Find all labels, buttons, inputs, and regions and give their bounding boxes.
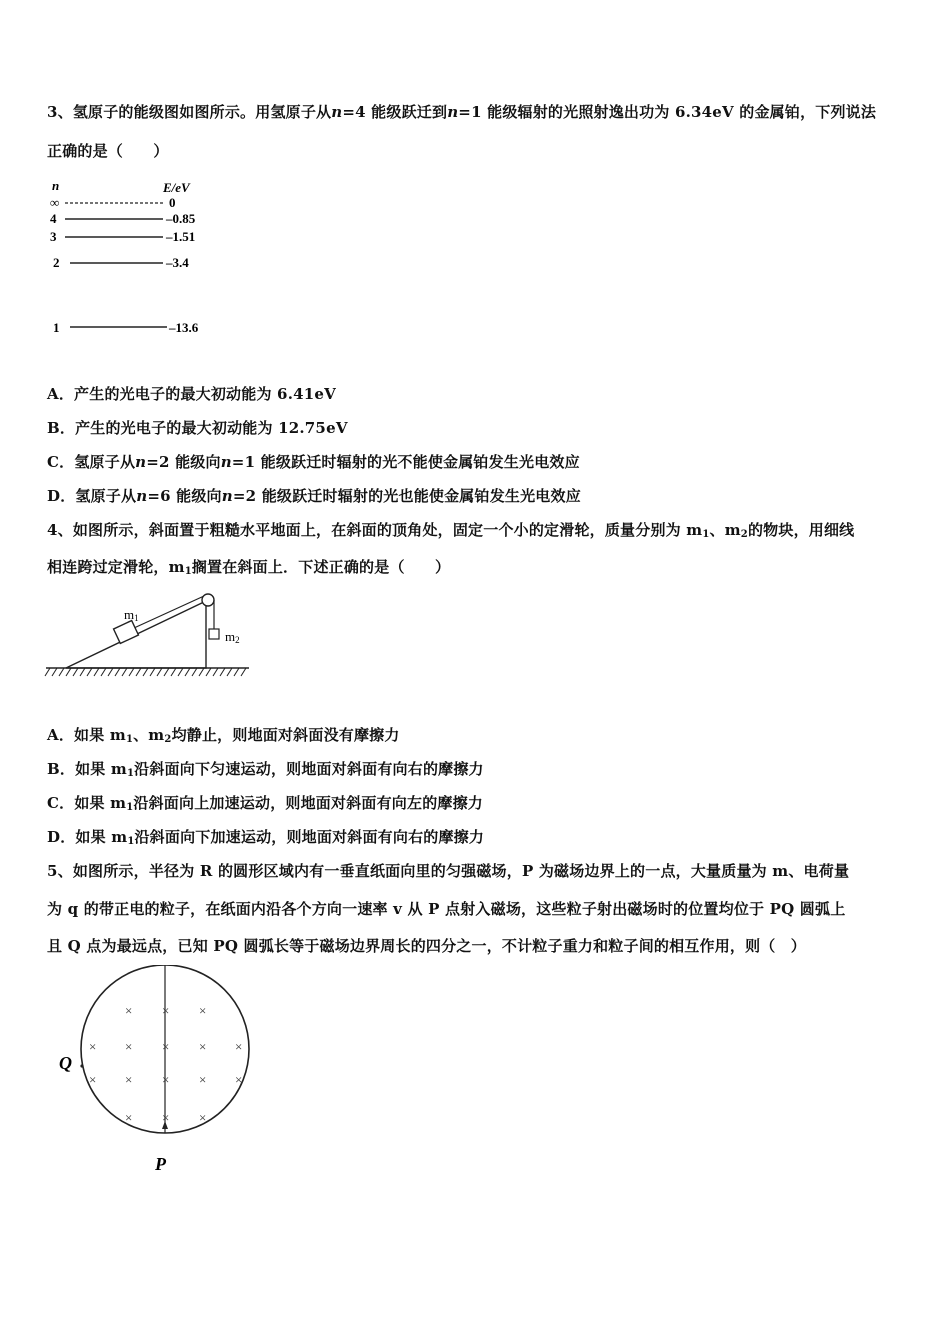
svg-text:×: × — [162, 1003, 170, 1018]
q5-stem-line2: 为 q 的带正电的粒子，在纸面内沿各个方向一速率 v 从 P 点射入磁场，这些粒子射出磁场时的位置均位于 PQ 圆弧上 — [47, 900, 846, 918]
block-m2 — [209, 629, 219, 639]
q3-option-d: D．氢原子从n=6 能级向n=2 能级跃迁时辐射的光也能使金属铂发生光电效应 — [47, 487, 581, 505]
svg-text:×: × — [199, 1072, 207, 1087]
svg-text:×: × — [162, 1072, 170, 1087]
q4-option-b: B．如果 $m_1$沿斜面向下匀速运动，则地面对斜面有向右的摩擦力 — [47, 760, 484, 779]
level-n-1: 1 — [53, 320, 60, 335]
pulley — [202, 594, 214, 606]
energy-level-diagram — [45, 176, 225, 346]
svg-text:×: × — [89, 1072, 97, 1087]
level-e-2: –3.4 — [166, 255, 189, 270]
q3-option-a: A．产生的光电子的最大初动能为 6.41eV — [47, 385, 336, 403]
energy-axis-label: E/eV — [163, 180, 190, 195]
magnetic-field-circle-diagram — [52, 965, 262, 1175]
point-q-dot — [80, 1064, 83, 1067]
level-e-3: –1.51 — [166, 229, 196, 244]
svg-text:×: × — [235, 1072, 243, 1087]
point-p-label: P — [155, 1154, 166, 1174]
level-n-4: 4 — [50, 211, 57, 226]
q5-stem-line3: 且 Q 点为最远点，已知 PQ 圆弧长等于磁场边界周长的四分之一，不计粒子重力和粒子间的相互作用，则（ ） — [47, 937, 806, 955]
n-axis-label: n — [52, 178, 60, 193]
level-n-inf: ∞ — [50, 195, 60, 210]
string-incline — [134, 596, 204, 628]
q4-stem-line1: 4、如图所示，斜面置于粗糙水平地面上，在斜面的顶角处，固定一个小的定滑轮，质量分别为 $m_1$、$m_2$的物块，用细线 — [47, 521, 855, 540]
svg-text:×: × — [89, 1039, 97, 1054]
level-e-4: –0.85 — [166, 211, 196, 226]
svg-text:×: × — [125, 1039, 133, 1054]
point-q-label: Q — [59, 1053, 72, 1073]
q3-option-b: B．产生的光电子的最大初动能为 12.75eV — [47, 419, 348, 437]
m2-label: m2 — [225, 629, 240, 645]
svg-text:×: × — [162, 1110, 170, 1125]
q4-stem-line2: 相连跨过定滑轮，$m_1$搁置在斜面上．下述正确的是（ ） — [47, 558, 451, 577]
q3-stem-line1: 3、氢原子的能级图如图所示。用氢原子从n=4 能级跃迁到n=1 能级辐射的光照射逸出功为 6.34eV 的金属铂，下列说法 — [47, 103, 877, 121]
q4-option-d: D．如果 $m_1$沿斜面向下加速运动，则地面对斜面有向右的摩擦力 — [47, 828, 485, 847]
svg-text:×: × — [162, 1039, 170, 1054]
level-n-2: 2 — [53, 255, 60, 270]
q4-option-a: A．如果 $m_1$、$m_2$均静止，则地面对斜面没有摩擦力 — [47, 726, 400, 745]
incline-pulley-diagram — [44, 588, 254, 688]
block-m1 — [114, 621, 139, 644]
svg-text:×: × — [125, 1110, 133, 1125]
svg-text:×: × — [125, 1003, 133, 1018]
q3-option-c: C．氢原子从n=2 能级向n=1 能级跃迁时辐射的光不能使金属铂发生光电效应 — [47, 453, 580, 471]
svg-text:×: × — [199, 1003, 207, 1018]
q3-stem-line2: 正确的是（ ） — [47, 142, 169, 160]
svg-text:×: × — [199, 1110, 207, 1125]
level-e-inf: 0 — [169, 195, 176, 210]
svg-text:×: × — [199, 1039, 207, 1054]
ground-hatching — [45, 668, 246, 676]
level-e-1: –13.6 — [169, 320, 199, 335]
level-n-3: 3 — [50, 229, 57, 244]
svg-text:×: × — [125, 1072, 133, 1087]
field-crosses — [89, 1003, 242, 1125]
q5-stem-line1: 5、如图所示，半径为 R 的圆形区域内有一垂直纸面向里的匀强磁场，P 为磁场边界上的一点，大量质量为 m、电荷量 — [47, 862, 850, 880]
m1-label: m1 — [124, 607, 139, 623]
svg-text:×: × — [235, 1039, 243, 1054]
q4-option-c: C．如果 $m_1$沿斜面向上加速运动，则地面对斜面有向左的摩擦力 — [47, 794, 484, 813]
